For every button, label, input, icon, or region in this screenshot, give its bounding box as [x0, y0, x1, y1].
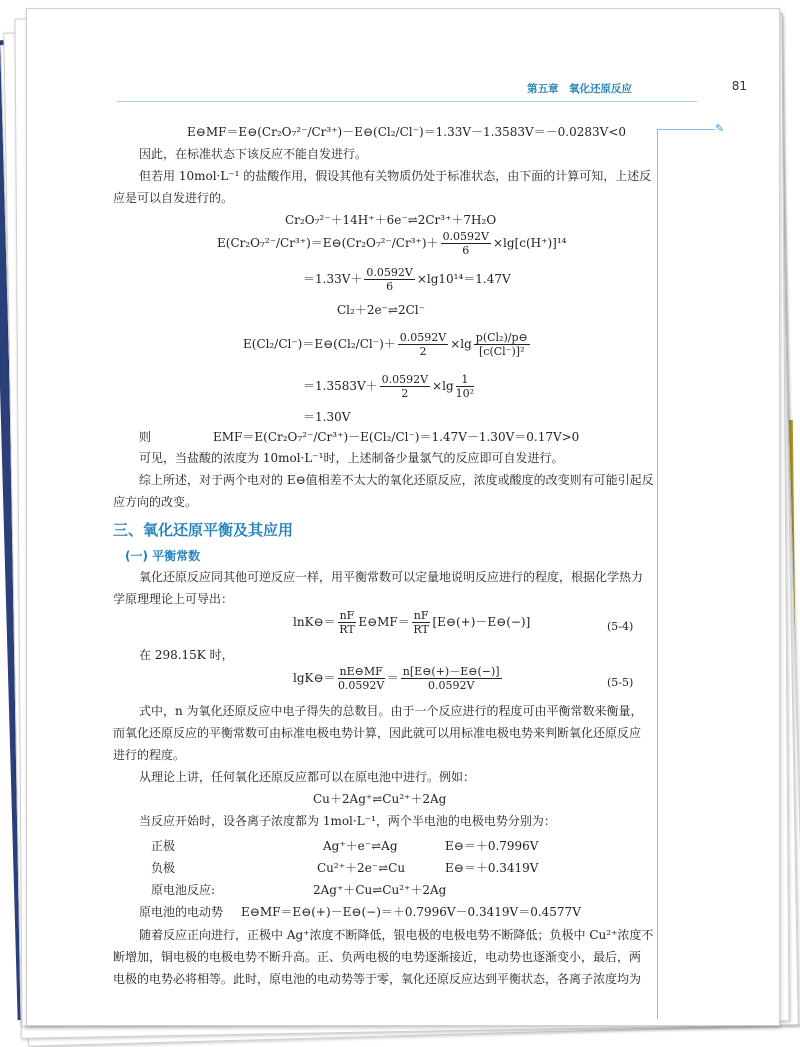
running-header: [527, 79, 747, 99]
pen-icon: ✎: [715, 122, 725, 135]
fraction-denominator: 6: [462, 244, 470, 257]
equation-part: E(Cl₂/Cl⁻)＝E⊖(Cl₂/Cl⁻)＋: [243, 337, 396, 351]
subsection-heading: (一) 平衡常数: [125, 549, 201, 563]
equation-part: lnK⊖＝: [293, 615, 336, 629]
paragraph-line: 电极的电势必将相等。此时，原电池的电动势等于零，氧化还原反应达到平衡状态，各离子浓度均为: [113, 972, 642, 986]
paragraph-line: 从理论上讲，任何氧化还原反应都可以在原电池中进行。例如：: [139, 770, 476, 784]
equation-part: ×lg[c(H⁺)]¹⁴: [493, 236, 567, 250]
equation-part: lgK⊖＝: [293, 671, 336, 685]
equation-part: E(Cr₂O₇²⁻/Cr³⁺)＝E⊖(Cr₂O₇²⁻/Cr³⁺)＋: [217, 236, 439, 250]
fraction-denominator: 6: [386, 280, 394, 293]
section-heading: 三、氧化还原平衡及其应用: [113, 521, 294, 539]
fraction-numerator: nE⊖MF: [339, 665, 383, 678]
paragraph-line: 但若用 10mol·L⁻¹ 的盐酸作用，假设其他有关物质仍处于标准状态，由下面的计算可知，上述反: [139, 169, 652, 183]
equation-part: ＝: [386, 671, 399, 685]
paragraph-line: 随着反应正向进行，正极中 Ag⁺浓度不断降低，银电极的电极电势不断降低；负极中 Cu²⁺浓度不: [139, 928, 654, 942]
equation-part: ×lg10¹⁴＝1.47V: [416, 272, 511, 286]
paragraph-line: 式中，n 为氧化还原反应中电子得失的总数目。由于一个反应进行的程度可由平衡常数来衡量，: [139, 704, 643, 718]
equation: [303, 266, 511, 293]
equation-part: [E⊖(+)－E⊖(−)]: [432, 615, 531, 629]
equation-number: (5-5): [607, 676, 634, 689]
equation: [293, 609, 530, 636]
page-number: 81: [731, 79, 747, 93]
electrode-label: 正极: [151, 839, 176, 853]
equation: EMF＝E(Cr₂O₇²⁻/Cr³⁺)－E(Cl₂/Cl⁻)＝1.47V－1.30V＝0.17V>0: [213, 430, 580, 444]
half-reaction: Ag⁺＋e⁻⇌Ag: [323, 839, 398, 853]
paragraph-line: 而氧化还原反应的平衡常数可由标准电极电势计算，因此就可以用标准电极电势来判断氧化还原反应: [113, 726, 642, 740]
fraction-numerator: n[E⊖(+)－E⊖(−)]: [402, 665, 500, 678]
equation-part: ＝1.3583V＋: [303, 379, 378, 393]
equation: [217, 230, 566, 257]
chapter-title: 第五章 氧化还原反应: [527, 83, 632, 95]
fraction-denominator: 0.0592V: [427, 679, 475, 692]
cell-reaction-label: 原电池反应:: [151, 883, 216, 897]
electrode-potential: E⊖＝＋0.3419V: [445, 861, 539, 875]
equation: E⊖MF＝E⊖(Cr₂O₇²⁻/Cr³⁺)－E⊖(Cl₂/Cl⁻)＝1.33V－1.3583V＝－0.0283V<0: [187, 125, 627, 139]
paragraph-line: 学原理理论上可导出：: [113, 592, 234, 606]
paragraph-line: 断增加，铜电极的电极电势不断升高。正、负两电极的电势逐渐接近，电动势也逐渐变小，最后，两: [113, 950, 642, 964]
fraction-denominator: [c(Cl⁻)]²: [479, 345, 525, 358]
electrode-label: 负极: [151, 861, 176, 875]
equation: ＝1.30V: [303, 410, 351, 424]
document-page: [26, 8, 780, 1026]
equation: Cl₂＋2e⁻⇌2Cl⁻: [337, 303, 425, 317]
equation-part: ×lg: [450, 337, 472, 351]
emf-label: 原电池的电动势: [139, 905, 224, 919]
fraction-numerator: nF: [339, 609, 355, 622]
fraction-denominator: 0.0592V: [337, 679, 385, 692]
fraction-numerator: 1: [456, 373, 474, 387]
paragraph-line: 氧化还原反应同其他可逆反应一样，用平衡常数可以定量地说明反应进行的程度，根据化学热力: [139, 570, 644, 584]
equation: [243, 331, 532, 358]
paragraph-line: 在 298.15K 时，: [139, 648, 234, 662]
fraction-numerator: nF: [413, 609, 429, 622]
fraction-numerator: 0.0592V: [366, 266, 413, 279]
fraction-numerator: 0.0592V: [442, 230, 489, 243]
fraction-denominator: 2: [419, 345, 427, 358]
paragraph-line: 应是可以自发进行的。: [113, 191, 234, 205]
paragraph-line: 可见，当盐酸的浓度为 10mol·L⁻¹时，上述制备少量氯气的反应即可自发进行。: [139, 451, 564, 465]
fraction-denominator: RT: [339, 623, 355, 636]
fraction-denominator: 2: [401, 387, 409, 400]
margin-rule: [657, 129, 658, 1019]
equation: [303, 373, 476, 400]
equation-number: (5-4): [607, 620, 634, 633]
fraction-denominator: RT: [413, 623, 429, 636]
equation-part: E⊖MF＝: [358, 615, 410, 629]
paragraph-line: 因此，在标准状态下该反应不能自发进行。: [139, 147, 368, 161]
margin-rule-top: [657, 129, 715, 130]
equation: Cr₂O₇²⁻＋14H⁺＋6e⁻⇌2Cr³⁺＋7H₂O: [285, 213, 497, 227]
equation-part: ×lg: [432, 379, 454, 393]
header-rule: [117, 101, 697, 102]
fraction-numerator: p(Cl₂)/p⊖: [475, 331, 528, 344]
equation-part: ＝1.33V＋: [303, 272, 363, 286]
electrode-potential: E⊖＝＋0.7996V: [445, 839, 539, 853]
equation: Cu＋2Ag⁺⇌Cu²⁺＋2Ag: [313, 792, 447, 806]
paragraph-line: 进行的程度。: [113, 748, 186, 762]
paragraph-line: 综上所述，对于两个电对的 E⊖值相差不太大的氧化还原反应，浓度或酸度的改变则有可能引起反: [139, 473, 654, 487]
paragraph-line: 应方向的改变。: [113, 495, 198, 509]
fraction-denominator: 10²: [455, 387, 475, 400]
cell-reaction: 2Ag⁺＋Cu⇌Cu²⁺＋2Ag: [313, 883, 447, 897]
half-reaction: Cu²⁺＋2e⁻⇌Cu: [317, 861, 406, 875]
paragraph-line: 当反应开始时，设各离子浓度都为 1mol·L⁻¹，两个半电池的电极电势分别为：: [139, 814, 556, 828]
fraction-numerator: 0.0592V: [399, 331, 447, 344]
equation-label: 则: [139, 430, 152, 444]
fraction-numerator: 0.0592V: [381, 373, 429, 386]
emf-equation: E⊖MF＝E⊖(+)－E⊖(−)＝＋0.7996V－0.3419V＝0.4577V: [241, 905, 581, 919]
equation: [293, 665, 504, 692]
